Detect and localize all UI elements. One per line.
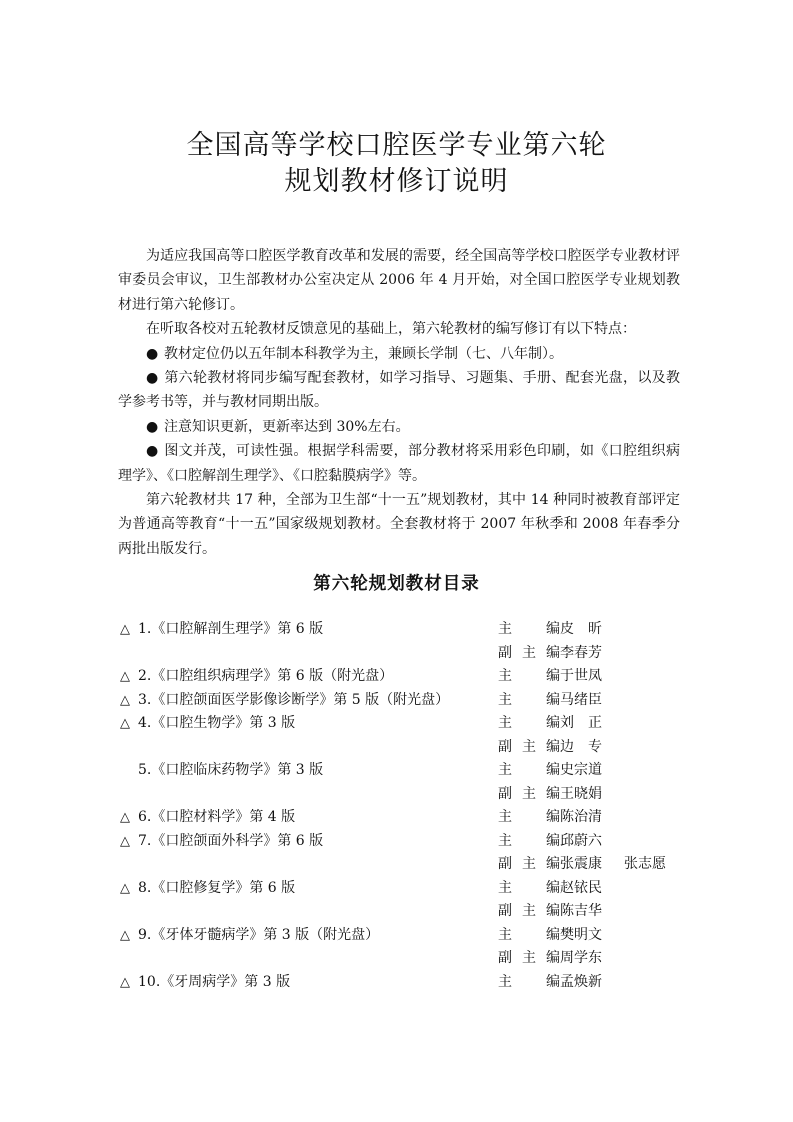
bullet-item-2 xyxy=(118,366,680,415)
book-title: 3.《口腔颌面医学影像诊断学》第 5 版（附光盘） xyxy=(138,691,450,708)
editor-role: 副主编 xyxy=(498,950,560,966)
editor-name: 史宗道 xyxy=(560,762,602,778)
editor-name: 王晓娟 xyxy=(560,785,602,802)
editor-role: 主 编 xyxy=(498,832,560,849)
editor-names xyxy=(560,853,688,877)
editor-role: 主 编 xyxy=(498,879,560,896)
editor-names xyxy=(560,830,624,854)
toc-row xyxy=(120,806,680,830)
title-line-2: 规划教材修订说明 xyxy=(284,166,509,197)
toc-row xyxy=(120,924,680,948)
editor-name: 张志愿 xyxy=(624,856,666,872)
bullet-item-1 xyxy=(118,342,680,366)
editor-role: 副主编 xyxy=(498,785,560,802)
editor-role: 副主编 xyxy=(498,903,560,919)
toc-list xyxy=(120,618,680,994)
editor-role: 主 编 xyxy=(498,809,560,825)
bullet-text: 注意知识更新，更新率达到 30%左右。 xyxy=(164,418,410,435)
bullet-icon: ● xyxy=(146,418,159,435)
editor-name: 刘 正 xyxy=(560,715,602,731)
triangle-icon: △ xyxy=(120,669,130,684)
bullet-icon: ● xyxy=(146,345,159,362)
editor-name: 边 专 xyxy=(560,738,602,755)
editor-names xyxy=(560,736,624,760)
editor-name: 孟焕新 xyxy=(560,973,602,990)
document-title xyxy=(0,128,793,200)
editor-role: 主 编 xyxy=(498,621,560,637)
book-title: 5.《口腔临床药物学》第 3 版 xyxy=(138,762,324,778)
title-line-1: 全国高等学校口腔医学专业第六轮 xyxy=(186,130,607,161)
book-title: 8.《口腔修复学》第 6 版 xyxy=(138,879,296,896)
bullet-item-4 xyxy=(118,439,680,488)
bullet-icon: ● xyxy=(146,443,159,460)
triangle-icon: △ xyxy=(120,716,130,731)
editor-names xyxy=(560,924,624,948)
book-title: 9.《牙体牙髓病学》第 3 版（附光盘） xyxy=(138,926,380,943)
toc-row xyxy=(120,900,680,924)
editor-names xyxy=(560,759,624,783)
toc-heading: 第六轮规划教材目录 xyxy=(313,574,480,594)
book-title: 1.《口腔解剖生理学》第 6 版 xyxy=(138,621,324,637)
intro-section xyxy=(118,244,680,561)
editor-name: 陈吉华 xyxy=(560,903,602,919)
triangle-icon: △ xyxy=(120,833,130,849)
book-title: 10.《牙周病学》第 3 版 xyxy=(138,973,291,990)
editor-role: 主 编 xyxy=(498,973,560,990)
editor-name: 周学东 xyxy=(560,950,602,966)
toc-row xyxy=(120,877,680,901)
triangle-icon: △ xyxy=(120,880,130,896)
editor-role: 主 编 xyxy=(498,926,560,943)
triangle-icon: △ xyxy=(120,692,130,708)
bullet-icon: ● xyxy=(146,370,159,387)
book-title: 7.《口腔颌面外科学》第 6 版 xyxy=(138,832,324,849)
toc-row xyxy=(120,712,680,736)
intro-paragraph-1: 为适应我国高等口腔医学教育改革和发展的需要，经全国高等学校口腔医学专业教材评审委员会审议，卫生部教材办公室决定从 2006 年 4 月开始，对全国口腔医学专业规划教材进行第六轮修订。 xyxy=(118,248,680,313)
toc-row xyxy=(120,853,680,877)
toc-row xyxy=(120,665,680,689)
book-title: 6.《口腔材料学》第 4 版 xyxy=(138,809,296,825)
editor-role: 主 编 xyxy=(498,762,560,778)
editor-names xyxy=(560,900,624,924)
editor-names xyxy=(560,971,624,995)
editor-names xyxy=(560,665,624,689)
editor-name: 邱蔚六 xyxy=(560,832,602,849)
editor-names xyxy=(560,783,624,807)
editor-role: 主 编 xyxy=(498,668,560,684)
toc-row xyxy=(120,947,680,971)
editor-name: 陈治清 xyxy=(560,809,602,825)
editor-names xyxy=(560,642,624,666)
book-title: 4.《口腔生物学》第 3 版 xyxy=(138,715,296,731)
bullet-text: 第六轮教材将同步编写配套教材，如学习指导、习题集、手册、配套光盘，以及教学参考书等，并与教材同期出版。 xyxy=(118,370,680,411)
editor-names xyxy=(560,806,624,830)
editor-names xyxy=(560,947,624,971)
toc-row xyxy=(120,830,680,854)
editor-names xyxy=(560,689,624,713)
editor-names xyxy=(560,712,624,736)
editor-name: 樊明文 xyxy=(560,926,602,943)
triangle-icon: △ xyxy=(120,810,130,825)
triangle-icon: △ xyxy=(120,927,130,943)
toc-row xyxy=(120,642,680,666)
editor-role: 副主编 xyxy=(498,856,560,872)
bullet-item-3 xyxy=(118,415,680,439)
editor-role: 副主编 xyxy=(498,644,560,661)
editor-role: 主 编 xyxy=(498,715,560,731)
toc-row xyxy=(120,783,680,807)
triangle-icon: △ xyxy=(120,974,130,990)
editor-role: 主 编 xyxy=(498,691,560,708)
bullet-text: 教材定位仍以五年制本科教学为主，兼顾长学制（七、八年制）。 xyxy=(164,345,563,362)
intro-paragraph-3: 第六轮教材共 17 种，全部为卫生部“十一五”规划教材，其中 14 种同时被教育部评定为普通高等教育“十一五”国家级规划教材。全套教材将于 2007 年秋季和 2008 年春季分两批出版发行。 xyxy=(118,492,680,557)
editor-name: 李春芳 xyxy=(560,644,602,661)
editor-name: 马绪臣 xyxy=(560,691,602,708)
editor-name: 张震康 xyxy=(560,856,602,872)
editor-name: 皮 昕 xyxy=(560,621,602,637)
editor-name: 赵铱民 xyxy=(560,879,602,896)
editor-name: 于世凤 xyxy=(560,668,602,684)
toc-row xyxy=(120,736,680,760)
toc-row xyxy=(120,759,680,783)
editor-names xyxy=(560,618,624,642)
toc-row xyxy=(120,971,680,995)
toc-row xyxy=(120,618,680,642)
editor-names xyxy=(560,877,624,901)
toc-row xyxy=(120,689,680,713)
book-title: 2.《口腔组织病理学》第 6 版（附光盘） xyxy=(138,668,394,684)
triangle-icon: △ xyxy=(120,622,130,637)
editor-role: 副主编 xyxy=(498,738,560,755)
bullet-text: 图文并茂，可读性强。根据学科需要，部分教材将采用彩色印刷，如《口腔组织病理学》、《口腔解剖生理学》、《口腔黏膜病学》等。 xyxy=(118,443,680,484)
intro-paragraph-2: 在听取各校对五轮教材反馈意见的基础上，第六轮教材的编写修订有以下特点： xyxy=(146,321,636,338)
